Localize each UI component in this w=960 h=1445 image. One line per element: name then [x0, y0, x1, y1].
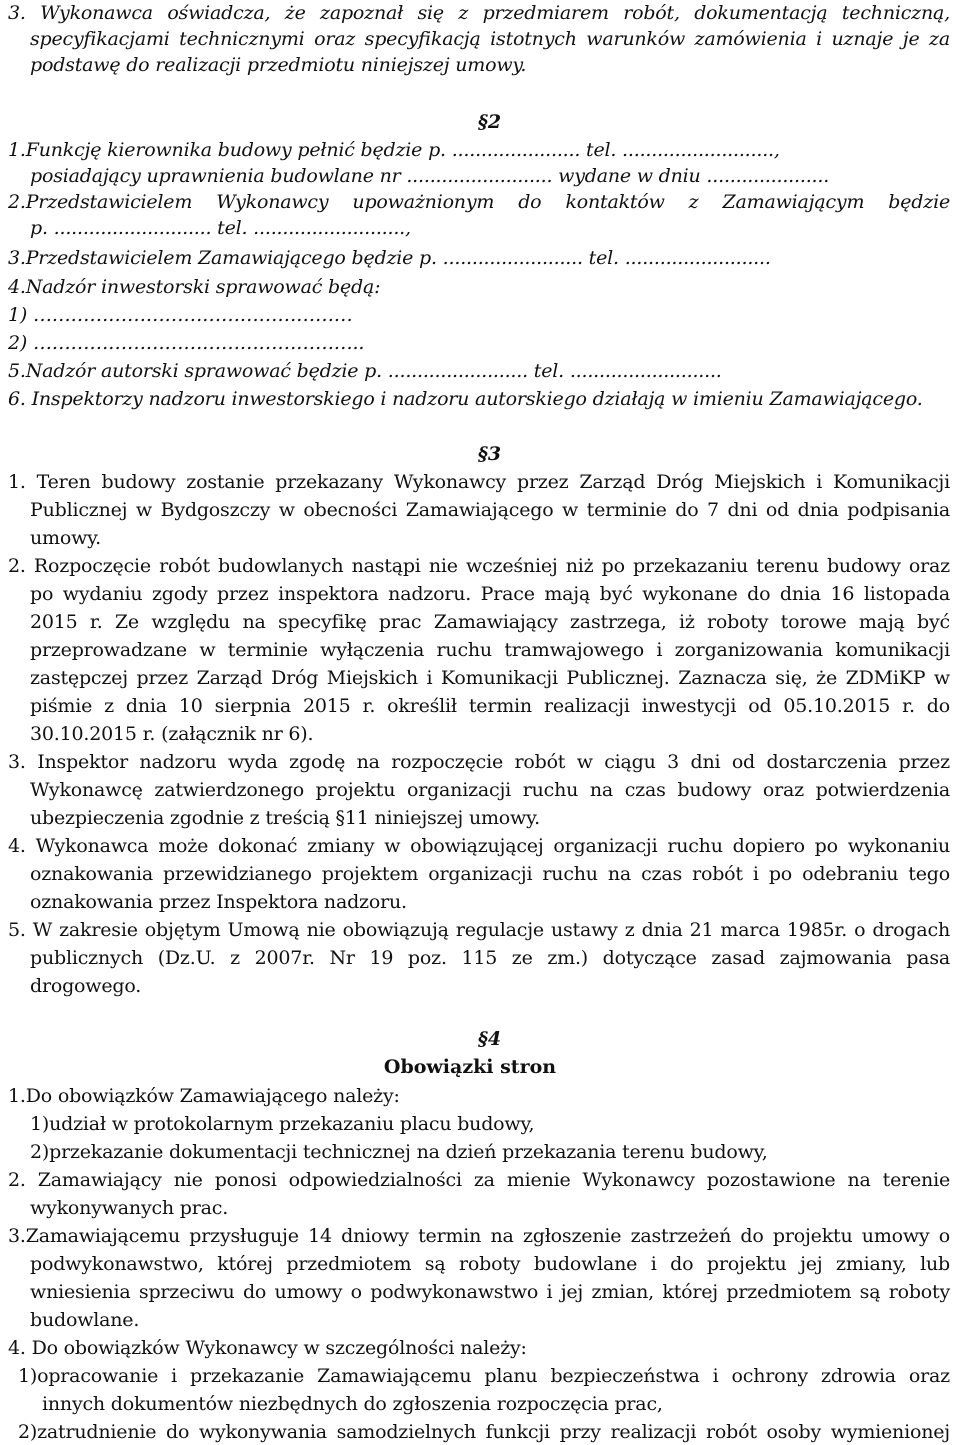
- text-line: 1) ……………………………………………: [8, 304, 353, 326]
- text-line: 4. Do obowiązków Wykonawcy w szczególności należy:: [8, 1337, 527, 1359]
- text-line: 3.Przedstawicielem Zamawiającego będzie p. ........................ tel. .........................: [8, 247, 771, 269]
- text-line: 1.Do obowiązków Zamawiającego należy:: [8, 1085, 400, 1107]
- section-symbol-3: §3: [478, 443, 502, 465]
- text-line: Publicznej w Bydgoszczy w obecności Zamawiającego w terminie do 7 dni od dnia podpisania: [30, 499, 950, 521]
- text-line: podstawę do realizacji przedmiotu niniejszej umowy.: [30, 54, 527, 76]
- text-line: oznakowania przez Inspektora nadzoru.: [30, 891, 407, 913]
- text-line: 3. Wykonawca oświadcza, że zapoznał się z przedmiarem robót, dokumentacją techniczną,: [8, 2, 950, 24]
- text-line: podwykonawstwo, której przedmiotem są roboty budowlane i do projektu jej zmiany, lub: [30, 1253, 950, 1275]
- text-line: 6. Inspektorzy nadzoru inwestorskiego i nadzoru autorskiego działają w imieniu Zamawiającego.: [8, 388, 923, 410]
- text-line: 1.Funkcję kierownika budowy pełnić będzie p. ...................... tel. ..........................,: [8, 139, 780, 161]
- text-line: Wykonawcę zatwierdzonego projektu organizacji ruchu na czas budowy oraz potwierdzenia: [30, 779, 950, 801]
- text-line: drogowego.: [30, 975, 142, 997]
- text-line: umowy.: [30, 527, 102, 549]
- text-line: 2)przekazanie dokumentacji technicznej na dzień przekazania terenu budowy,: [30, 1141, 768, 1163]
- text-line: 4.Nadzór inwestorski sprawować będą:: [8, 276, 381, 298]
- text-line: po wydaniu zgody przez inspektora nadzoru. Prace mają być wykonane do dnia 16 listopada: [30, 583, 950, 605]
- text-line: 2)zatrudnienie do wykonywania samodzielnych funkcji przy realizacji robót osoby wymienionej: [18, 1421, 950, 1443]
- text-line: budowlane.: [30, 1309, 140, 1331]
- text-line: 5. W zakresie objętym Umową nie obowiązują regulacje ustawy z dnia 21 marca 1985r. o drogach: [8, 919, 950, 941]
- text-line: piśmie z dnia 10 sierpnia 2015 r. określił termin realizacji inwestycji od 05.10.2015 r. do: [30, 695, 950, 717]
- text-line: wniesienia sprzeciwu do umowy o podwykonawstwo i jej zmian, której przedmiotem są roboty: [30, 1281, 950, 1303]
- text-line: wykonywanych prac.: [30, 1197, 229, 1219]
- text-line: 3. Inspektor nadzoru wyda zgodę na rozpoczęcie robót w ciągu 3 dni od dostarczenia przez: [8, 751, 950, 773]
- text-line: specyfikacjami technicznymi oraz specyfikacją istotnych warunków zamówienia i uznaje je za: [30, 28, 950, 50]
- text-line: innych dokumentów niezbędnych do zgłoszenia rozpoczęcia prac,: [42, 1393, 663, 1415]
- text-line: 2. Zamawiający nie ponosi odpowiedzialności za mienie Wykonawcy pozostawione na terenie: [8, 1169, 950, 1191]
- text-line: 2.Przedstawicielem Wykonawcy upoważnionym do kontaktów z Zamawiającym będzie: [8, 191, 950, 213]
- section-heading: Obowiązki stron: [383, 1056, 557, 1078]
- text-line: 2015 r. Ze względu na specyfikę prac Zamawiający zastrzega, iż roboty torowe mają być: [30, 611, 950, 633]
- text-line: p. ........................... tel. ..........................,: [30, 217, 411, 239]
- text-line: 2) ……………………………………………..: [8, 332, 365, 354]
- text-line: 2. Rozpoczęcie robót budowlanych nastąpi nie wcześniej niż po przekazaniu terenu budowy oraz: [8, 555, 950, 577]
- text-line: publicznych (Dz.U. z 2007r. Nr 19 poz. 115 ze zm.) dotyczące zasad zajmowania pasa: [30, 947, 950, 969]
- text-line: oznakowania przewidzianego projektem organizacji ruchu na czas robót i po odebraniu tego: [30, 863, 950, 885]
- text-line: 30.10.2015 r. (załącznik nr 6).: [30, 723, 314, 745]
- text-line: posiadający uprawnienia budowlane nr ......................... wydane w dniu .....................: [30, 165, 830, 187]
- text-line: ubezpieczenia zgodnie z treścią §11 niniejszej umowy.: [30, 807, 540, 829]
- text-line: 5.Nadzór autorski sprawować będzie p. ........................ tel. ..........................: [8, 360, 722, 382]
- section-symbol-2: §2: [478, 111, 502, 133]
- text-line: 4. Wykonawca może dokonać zmiany w obowiązującej organizacji ruchu dopiero po wykonaniu: [8, 835, 950, 857]
- text-line: przeprowadzane w terminie wyłączenia ruchu tramwajowego i zorganizowania komunikacji: [30, 639, 950, 661]
- text-line: 1. Teren budowy zostanie przekazany Wykonawcy przez Zarząd Dróg Miejskich i Komunikacji: [8, 471, 950, 493]
- text-line: zastępczej przez Zarząd Dróg Miejskich i Komunikacji Publicznej. Zaznacza się, że ZDMiKP w: [30, 667, 950, 689]
- section-symbol-4: §4: [478, 1028, 502, 1050]
- text-line: 3.Zamawiającemu przysługuje 14 dniowy termin na zgłoszenie zastrzeżeń do projektu umowy o: [8, 1225, 950, 1247]
- text-line: 1)opracowanie i przekazanie Zamawiającemu planu bezpieczeństwa i ochrony zdrowia oraz: [18, 1365, 950, 1387]
- text-line: 1)udział w protokolarnym przekazaniu placu budowy,: [30, 1113, 535, 1135]
